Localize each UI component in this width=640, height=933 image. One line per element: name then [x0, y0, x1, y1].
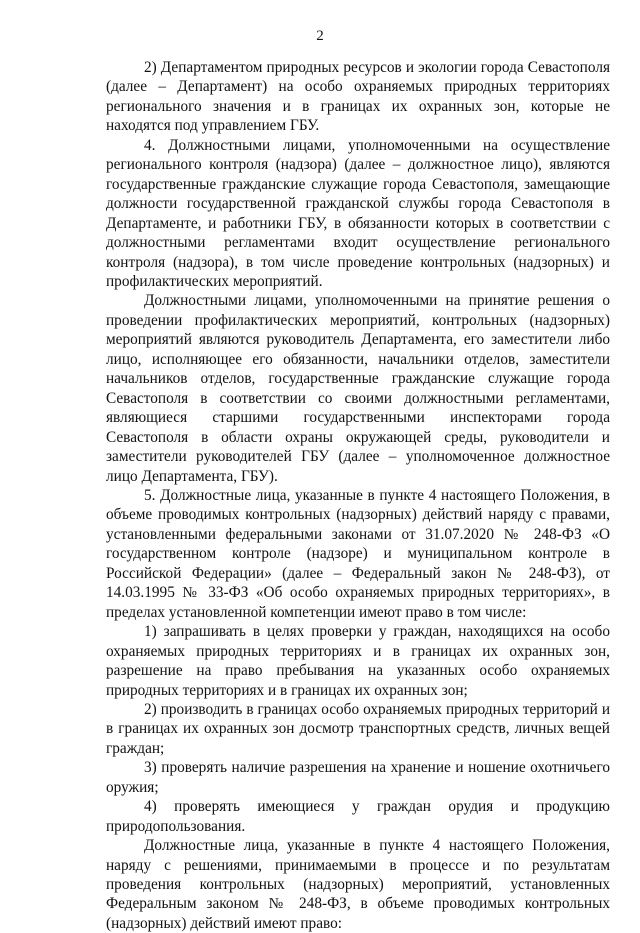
list-item-check-weapons: 3) проверять наличие разрешения на хранение и ношение охотничьего оружия; [106, 759, 610, 796]
paragraph-authorized-officials: Должностными лицами, уполномоченными на принятие решения о проведении профилактических мероприятий, контрольных (надзорных) мероприятий являются руководитель Департамента, его заместители либо лицо, исполняющее его обязанности, начальники отделов, заместители начальников отделов, государственные гражданские служащие города Севастополя в соответствии со своими должностными регламентами, являющиеся старшими государственными инспекторами города Севастополя в области охраны окружающей среды, руководители и заместители руководителей ГБУ (далее – уполномоченное должностное лицо Департамента, ГБУ). [106, 292, 610, 485]
paragraph-officials: 4. Должностными лицами, уполномоченными на осуществление регионального контроля (надзора) (далее – должностное лицо), являются государственные гражданские служащие города Севастополя, замещающие должности государственной гражданской службы города Севастополя в Департаменте, и работники ГБУ, в обязанности которых в соответствии с должностными регламентами входит осуществление регионального контроля (надзора), в том числе проведение контрольных (надзорных) и профилактических мероприятий. [106, 136, 610, 290]
list-item-request-permit: 1) запрашивать в целях проверки у граждан, находящихся на особо охраняемых природных территориях и в границах их охранных зон, разрешение на право пребывания на указанных особо охраняемых природных территориях и в границах их охранных зон; [106, 623, 610, 699]
page-number: 2 [316, 28, 324, 44]
document-body [106, 58, 610, 933]
list-item-inspect-vehicles: 2) производить в границах особо охраняемых природных территорий и в границах их охранных зон досмотр транспортных средств, личных вещей граждан; [106, 700, 610, 757]
list-item-check-tools: 4) проверять имеющиеся у граждан орудия и продукцию природопользования. [106, 798, 610, 835]
paragraph-additional-rights: Должностные лица, указанные в пункте 4 настоящего Положения, наряду с решениями, принимаемыми в процессе и по результатам проведения контрольных (надзорных) мероприятий, установленных Федеральным законом № 248-ФЗ, в объеме проводимых контрольных (надзорных) действий имеют право: [106, 837, 610, 932]
paragraph-rights: 5. Должностные лица, указанные в пункте 4 настоящего Положения, в объеме проводимых контрольных (надзорных) действий наряду с правами, установленными федеральными законами от 31.07.2020 № 248-ФЗ «О государственном контроле (надзоре) и муниципальном контроле в Российской Федерации» (далее – Федеральный закон № 248-ФЗ), от 14.03.1995 № 33-ФЗ «Об особо охраняемых природных территориях», в пределах установленной компетенции имеют право в том числе: [106, 486, 610, 621]
paragraph-department: 2) Департаментом природных ресурсов и экологии города Севастополя (далее – Департамент) на особо охраняемых природных территориях регионального значения и в границах их охранных зон, которые не находятся под управлением ГБУ. [106, 59, 610, 135]
